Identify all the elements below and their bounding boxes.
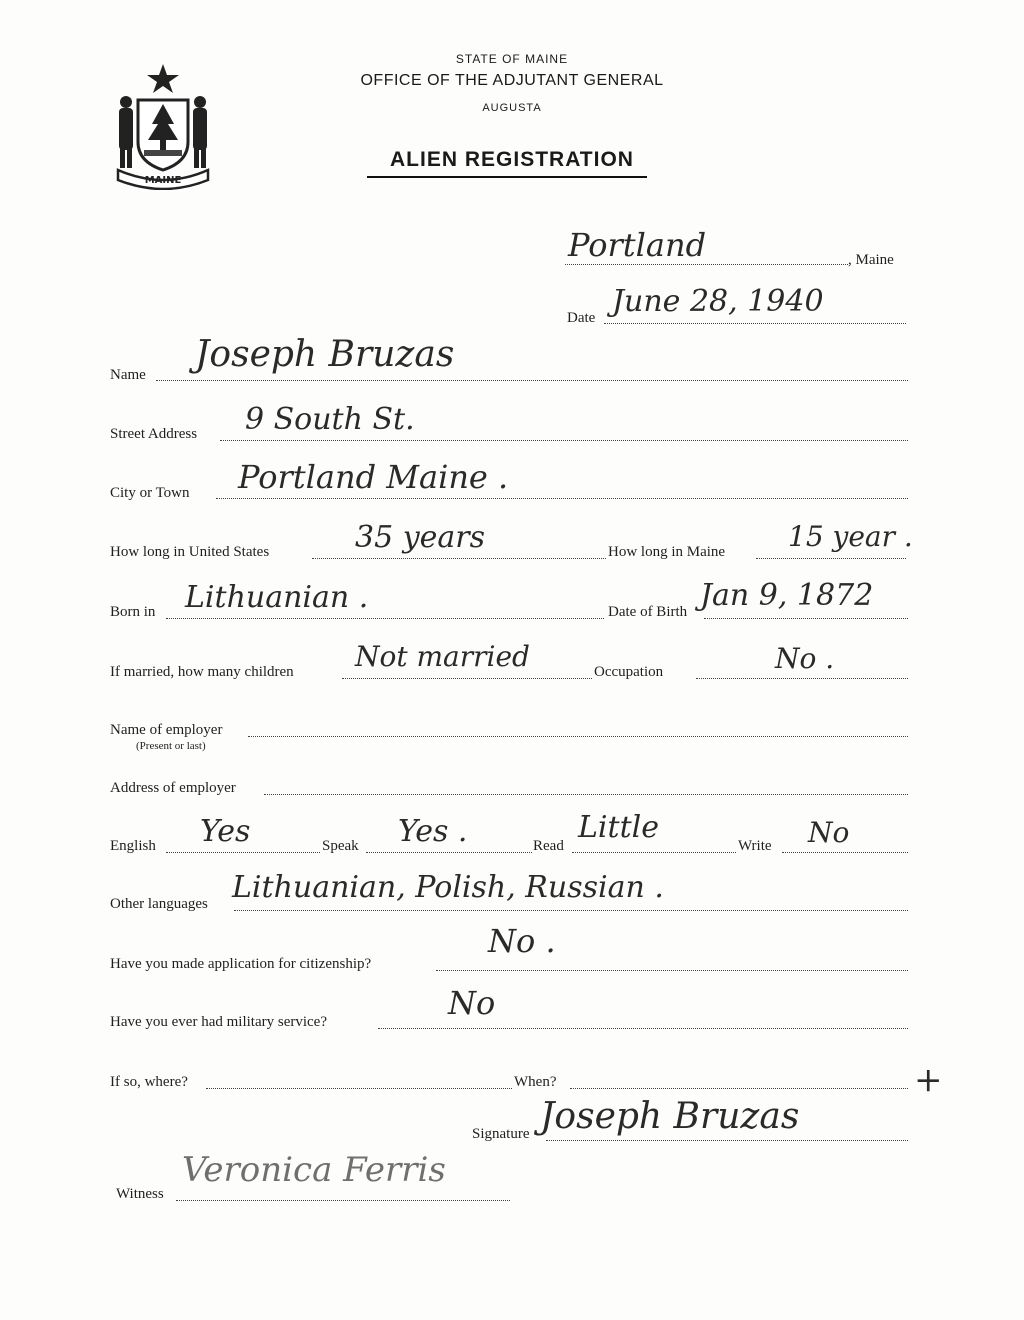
read-line	[572, 852, 736, 853]
employer-address-line	[264, 794, 908, 795]
witness-label: Witness	[116, 1186, 164, 1202]
military-value: No	[448, 984, 496, 1022]
date-label: Date	[567, 310, 596, 326]
citizenship-value: No .	[488, 922, 556, 960]
name-value: Joseph Bruzas	[195, 334, 455, 375]
read-value: Little	[578, 810, 659, 845]
english-label: English	[110, 838, 156, 854]
place-value: Portland	[568, 226, 707, 264]
how-long-maine-line	[756, 558, 906, 559]
signature-line	[546, 1140, 908, 1141]
other-languages-line	[234, 910, 908, 911]
header-city: AUGUSTA	[482, 102, 542, 114]
children-value: Not married	[355, 640, 530, 673]
street-line	[220, 440, 908, 441]
city-line	[216, 498, 908, 499]
how-long-us-value: 35 years	[355, 520, 486, 555]
form-title: ALIEN REGISTRATION	[390, 148, 634, 171]
title-underline	[367, 176, 647, 178]
other-languages-label: Other languages	[110, 896, 208, 912]
seal-banner-text: MAINE	[144, 175, 182, 186]
employer-sublabel: (Present or last)	[136, 740, 206, 752]
where-label: If so, where?	[110, 1074, 188, 1090]
city-value: Portland Maine .	[238, 458, 509, 496]
english-value: Yes	[200, 814, 251, 849]
speak-value: Yes .	[398, 814, 468, 849]
military-line	[378, 1028, 908, 1029]
children-line	[342, 678, 592, 679]
signature-label: Signature	[472, 1126, 530, 1142]
write-line	[782, 852, 908, 853]
name-label: Name	[110, 367, 146, 383]
street-label: Street Address	[110, 426, 198, 442]
when-mark: +	[914, 1060, 943, 1100]
how-long-maine-value: 15 year .	[788, 520, 913, 553]
speak-line	[366, 852, 532, 853]
speak-label: Speak	[322, 838, 359, 854]
employer-label: Name of employer	[110, 722, 223, 738]
citizenship-line	[436, 970, 908, 971]
how-long-us-line	[312, 558, 606, 559]
how-long-maine-label: How long in Maine	[608, 544, 726, 560]
street-value: 9 South St.	[245, 402, 415, 437]
occupation-line	[696, 678, 908, 679]
born-in-line	[166, 618, 604, 619]
born-in-label: Born in	[110, 604, 156, 620]
header-office: OFFICE OF THE ADJUTANT GENERAL	[360, 72, 664, 89]
header-state: STATE OF MAINE	[455, 52, 569, 66]
occupation-value: No .	[775, 642, 835, 675]
military-label: Have you ever had military service?	[110, 1014, 327, 1030]
other-languages-value: Lithuanian, Polish, Russian .	[232, 870, 664, 905]
name-line	[156, 380, 908, 381]
when-label: When?	[514, 1074, 557, 1090]
write-value: No	[808, 816, 850, 849]
witness-value: Veronica Ferris	[182, 1150, 446, 1190]
witness-line	[176, 1200, 510, 1201]
dob-line	[704, 618, 908, 619]
when-line	[570, 1088, 908, 1089]
date-line	[604, 323, 906, 324]
write-label: Write	[738, 838, 772, 854]
where-line	[206, 1088, 512, 1089]
children-label: If married, how many children	[110, 664, 294, 680]
born-in-value: Lithuanian .	[185, 580, 369, 615]
date-value: June 28, 1940	[612, 284, 824, 319]
maine-label: , Maine	[848, 252, 894, 268]
how-long-us-label: How long in United States	[110, 544, 270, 560]
dob-label: Date of Birth	[608, 604, 688, 620]
citizenship-label: Have you made application for citizenship?	[110, 956, 372, 972]
place-line	[565, 264, 848, 265]
english-line	[166, 852, 320, 853]
employer-address-label: Address of employer	[110, 780, 236, 796]
occupation-label: Occupation	[594, 664, 664, 680]
read-label: Read	[533, 838, 564, 854]
signature-value: Joseph Bruzas	[540, 1096, 800, 1137]
dob-value: Jan 9, 1872	[700, 578, 874, 613]
city-label: City or Town	[110, 485, 190, 501]
employer-line	[248, 736, 908, 737]
